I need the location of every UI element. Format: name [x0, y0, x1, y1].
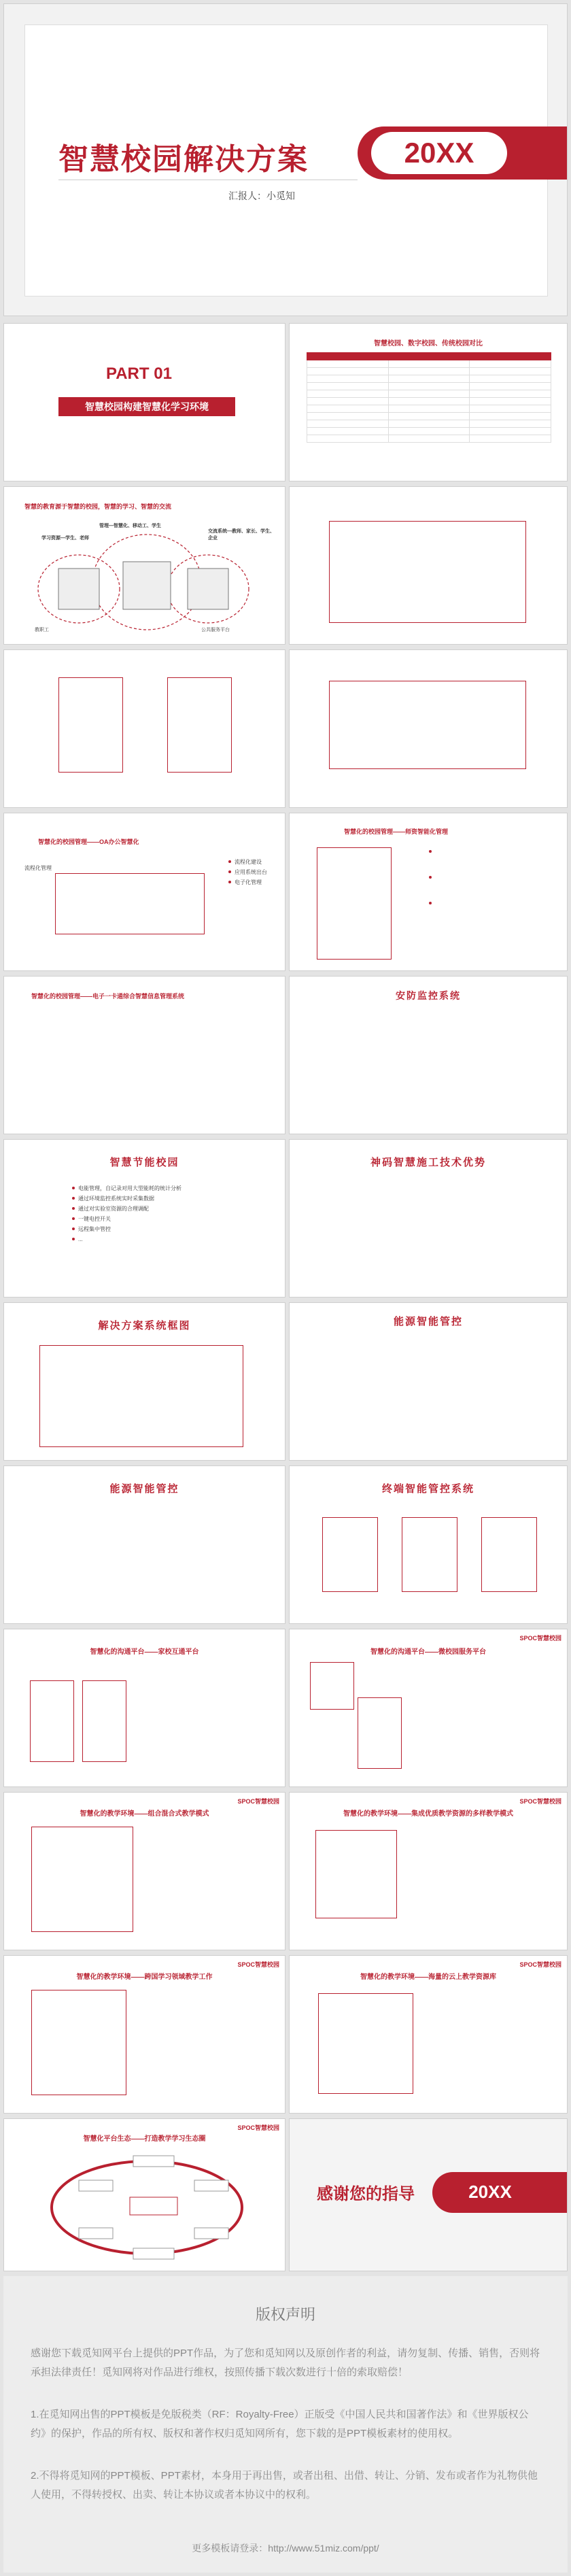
energy-item: 一键电控开关 — [72, 1215, 242, 1223]
s-teach2-title: 智慧化的教学环境——集成优质教学资源的多样教学模式 — [343, 1810, 513, 1818]
oa-left: 流程化管理 — [24, 865, 52, 871]
slide-cover — [3, 3, 568, 316]
platform-title: 智慧化的校园管理——电子一卡通综合智慧信息管理系统 — [31, 993, 185, 1000]
placeholder-box — [315, 1830, 397, 1918]
placeholder-box — [481, 1517, 537, 1592]
oa-item: 应用系统出台 — [228, 868, 283, 877]
slide-power2 — [3, 1465, 286, 1624]
slide-s-comm — [289, 1629, 568, 1787]
s-teach1-text-area — [164, 1830, 266, 1918]
construction-text-area — [317, 1181, 541, 1208]
slide-s-teach4 — [289, 1955, 568, 2114]
slide-smartcard — [3, 976, 286, 1134]
spoc-badge: SPOC智慧校园 — [237, 1798, 279, 1805]
copyright-p3: 2.不得将觅知网的PPT模板、PPT素材，本身用于再出售，或者出租、出借、转让、分销、发布或者作为礼物供他人使用，不得转授权、出卖、转让本协议或者本协议中的权利。 — [31, 2470, 538, 2501]
s-comm-title: 智慧化的沟通平台——微校园服务平台 — [370, 1648, 486, 1656]
thanks-title: 感谢您的指导 — [317, 2185, 415, 2203]
text-line — [429, 873, 558, 898]
part-subtitle: 智慧校园构建智慧化学习环境 — [58, 397, 235, 416]
energy-list — [72, 1184, 242, 1245]
s-teach3-title: 智慧化的教学环境——跨国学习领域教学工作 — [76, 1973, 213, 1981]
slide-blank-3 — [289, 649, 568, 808]
slide-framework — [3, 1302, 286, 1461]
security-title: 安防监控系统 — [396, 990, 461, 1001]
s-platform-text-area — [157, 1684, 259, 1738]
energy-item: 通过环境监控系统实时采集数据 — [72, 1194, 242, 1203]
edu-title: 智慧的教育源于智慧的校园，智慧的学习、智慧的交流 — [24, 503, 172, 510]
slide-s-teach3 — [3, 1955, 286, 2114]
oa-item: 流程化建设 — [228, 858, 283, 866]
framework-title: 解决方案系统框图 — [98, 1320, 191, 1332]
smartcard-text-area — [45, 1017, 262, 1072]
slide-compare — [289, 323, 568, 481]
spoc-badge: SPOC智慧校园 — [519, 1961, 561, 1968]
placeholder-box — [167, 677, 232, 773]
slide-terminal — [289, 1465, 568, 1624]
placeholder-box — [358, 1697, 402, 1769]
copyright-p2: 1.在觅知网出售的PPT模板是免版税类（RF：Royalty-Free）正版受《中国人民共和国著作法》和《世界版权公约》的保护，作品的所有权、版权和著作权归觅知网所有，您下载的是PPT模板素材的使用权。 — [31, 2409, 529, 2439]
slide-s-platform — [3, 1629, 286, 1787]
placeholder-box — [402, 1517, 457, 1592]
spoc-badge: SPOC智慧校园 — [237, 1961, 279, 1968]
placeholder-box — [329, 681, 526, 769]
placeholder-box — [31, 1990, 126, 2095]
construction-title: 神码智慧施工技术优势 — [370, 1157, 486, 1168]
compare-table — [307, 352, 551, 443]
slide-blank-1 — [289, 486, 568, 645]
security-text-area — [317, 1011, 534, 1113]
oa-item: 电子化管理 — [228, 878, 283, 887]
copyright-panel — [3, 2276, 568, 2573]
thanks-year: 20XX — [468, 2182, 512, 2202]
edu-label-1: 管理—智慧化、移动工、学生 — [99, 524, 161, 528]
energy-item: 电能管理，自记录对用大型能耗的统计分析 — [72, 1184, 242, 1193]
oa-box — [55, 873, 205, 934]
s-comm-text-area — [412, 1667, 548, 1769]
placeholder-box — [82, 1680, 126, 1762]
cover-year-pill: 20XX — [371, 132, 507, 174]
oa-list — [228, 858, 283, 888]
slide-energy — [3, 1139, 286, 1298]
logistics-title: 智慧化的校园管理——师资智能化管理 — [344, 828, 449, 835]
placeholder-box — [31, 1827, 133, 1932]
slide-construction — [289, 1139, 568, 1298]
slide-part01 — [3, 323, 286, 481]
placeholder-box — [39, 1345, 243, 1447]
edu-label-4: 教职工 — [35, 628, 49, 632]
slide-edu-diagram — [3, 486, 286, 645]
energy-item: ... — [72, 1235, 242, 1244]
copyright-p1: 感谢您下载觅知网平台上提供的PPT作品，为了您和觅知网以及原创作者的利益，请勿复制、传播、销售，否则将承担法律责任！觅知网将对作品进行维权，按照传播下载次数进行十倍的索取赔偿！ — [31, 2348, 540, 2378]
logistics-text — [429, 847, 558, 925]
slide-security — [289, 976, 568, 1134]
text-line — [429, 899, 558, 923]
s-platform-title: 智慧化的沟通平台——家校互通平台 — [90, 1648, 199, 1656]
terminal-title: 终端智能管控系统 — [381, 1483, 474, 1495]
s-teach4-text-area — [436, 1990, 551, 2092]
placeholder-box — [58, 677, 123, 773]
placeholder-box — [30, 1680, 74, 1762]
copyright-more[interactable]: 更多模板请登录：http://www.51miz.com/ppt/ — [192, 2543, 379, 2554]
oa-title: 智慧化的校园管理——OA办公智慧化 — [38, 838, 139, 845]
s-teach3-text-area — [150, 1993, 266, 2061]
cover-title: 智慧校园解决方案 — [58, 143, 309, 176]
slide-s-teach1 — [3, 1792, 286, 1950]
s-teach4-title: 智慧化的教学环境——海量的云上教学资源库 — [360, 1973, 496, 1981]
placeholder-box — [310, 1662, 354, 1710]
placeholder-box — [317, 847, 392, 960]
placeholder-box — [322, 1517, 378, 1592]
spoc-badge: SPOC智慧校园 — [519, 1798, 561, 1805]
edu-label-3: 交流系统—教师、家长、学生、企业 — [208, 529, 275, 541]
slide-thanks — [289, 2118, 568, 2271]
text-line — [429, 847, 558, 872]
s-teach2-text-area — [426, 1840, 555, 1901]
energy-title: 智慧节能校园 — [109, 1157, 179, 1168]
power2-title: 能源智能管控 — [109, 1483, 179, 1495]
cycle-diagram — [31, 2146, 262, 2269]
energy-item: 远程集中管控 — [72, 1225, 242, 1234]
s-cycle-title: 智慧化平台生态——打造教学学习生态圈 — [83, 2135, 206, 2143]
power1-text-area — [317, 1337, 541, 1446]
slide-logistics — [289, 813, 568, 971]
edu-label-2: 学习资源—学生、老师 — [41, 536, 89, 541]
part-label: PART 01 — [106, 365, 172, 383]
placeholder-box — [329, 521, 526, 623]
cover-reporter: 汇报人：小觅知 — [228, 190, 295, 201]
copyright-title: 版权声明 — [255, 2306, 315, 2323]
placeholder-box — [318, 1993, 413, 2094]
slide-blank-2 — [3, 649, 286, 808]
slide-s-cycle — [3, 2118, 286, 2271]
s-teach1-title: 智慧化的教学环境——组合混合式教学模式 — [80, 1810, 209, 1818]
slide-power1 — [289, 1302, 568, 1461]
power2-text-area — [31, 1504, 256, 1606]
spoc-badge: SPOC智慧校园 — [237, 2124, 279, 2131]
energy-item: 通过对实验室资源的合理调配 — [72, 1204, 242, 1213]
slide-s-teach2 — [289, 1792, 568, 1950]
spoc-badge: SPOC智慧校园 — [519, 1635, 561, 1642]
power1-title: 能源智能管控 — [393, 1316, 463, 1327]
compare-title: 智慧校园、数字校园、传统校园对比 — [374, 340, 483, 348]
slide-oa — [3, 813, 286, 971]
edu-label-5: 公共服务平台 — [201, 628, 230, 632]
